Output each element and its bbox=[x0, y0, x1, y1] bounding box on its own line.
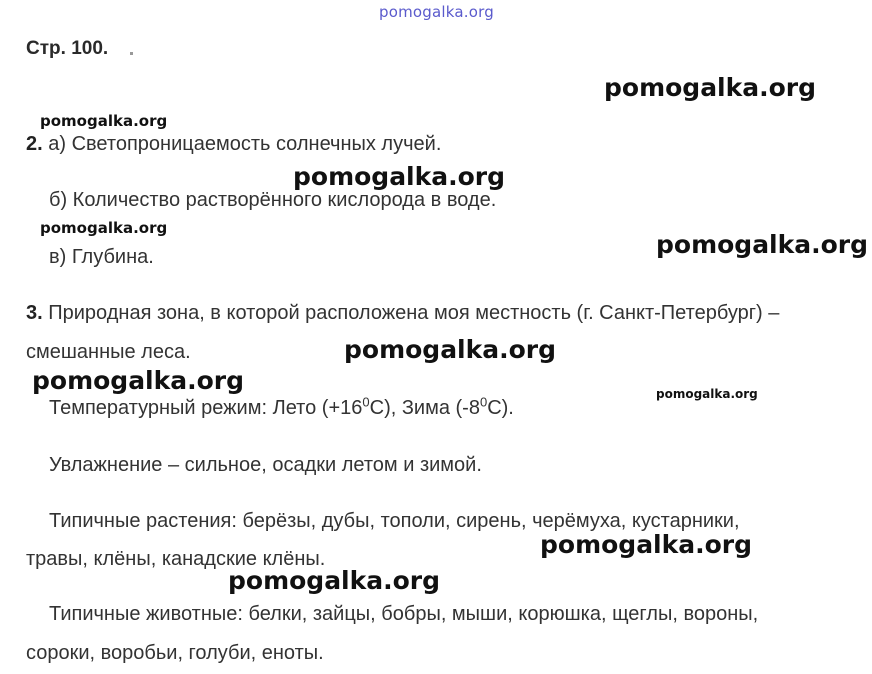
q3-animals-line2: сороки, воробьи, голуби, еноты. bbox=[26, 642, 324, 664]
page-heading: Стр. 100. bbox=[26, 38, 109, 59]
temp-suffix: С). bbox=[487, 397, 514, 419]
watermark: pomogalka.org bbox=[540, 530, 753, 559]
q2-answer-c: в) Глубина. bbox=[49, 246, 154, 268]
watermark: pomogalka.org bbox=[40, 112, 168, 130]
q3-zone-line1 bbox=[26, 302, 779, 325]
site-watermark-top: pomogalka.org bbox=[379, 3, 494, 21]
watermark: pomogalka.org bbox=[656, 387, 758, 401]
q2-answer-a bbox=[26, 133, 441, 156]
temp-degree-2: 0 bbox=[479, 394, 488, 410]
q3-temperature bbox=[49, 394, 514, 420]
watermark: pomogalka.org bbox=[32, 366, 245, 395]
watermark: pomogalka.org bbox=[40, 219, 168, 237]
q3-animals-line1: Типичные животные: белки, зайцы, бобры, мыши, корюшка, щеглы, вороны, bbox=[49, 603, 759, 625]
temp-degree-1: 0 bbox=[362, 394, 370, 410]
q3-zone-text: Природная зона, в которой расположена моя местность (г. Санкт-Петербург) – bbox=[48, 302, 780, 324]
q2-a-text: а) Светопроницаемость солнечных лучей. bbox=[48, 133, 442, 155]
temp-mid: С), Зима (-8 bbox=[369, 397, 480, 419]
q2-answer-b: б) Количество растворённого кислорода в воде. bbox=[49, 189, 497, 211]
watermark: pomogalka.org bbox=[228, 566, 441, 595]
watermark: pomogalka.org bbox=[344, 335, 557, 364]
watermark: pomogalka.org bbox=[656, 230, 869, 259]
q3-number: 3. bbox=[26, 302, 43, 324]
q3-humidity: Увлажнение – сильное, осадки летом и зимой. bbox=[49, 454, 482, 476]
temp-prefix: Температурный режим: Лето (+16 bbox=[49, 397, 363, 419]
q3-zone-line2: смешанные леса. bbox=[26, 341, 191, 363]
watermark: pomogalka.org bbox=[604, 73, 817, 102]
stray-mark bbox=[130, 52, 133, 55]
watermark: pomogalka.org bbox=[293, 162, 506, 191]
q3-plants-line1: Типичные растения: берёзы, дубы, тополи, сирень, черёмуха, кустарники, bbox=[49, 510, 740, 532]
q2-number: 2. bbox=[26, 133, 43, 155]
q3-plants-line2: травы, клёны, канадские клёны. bbox=[26, 548, 326, 570]
